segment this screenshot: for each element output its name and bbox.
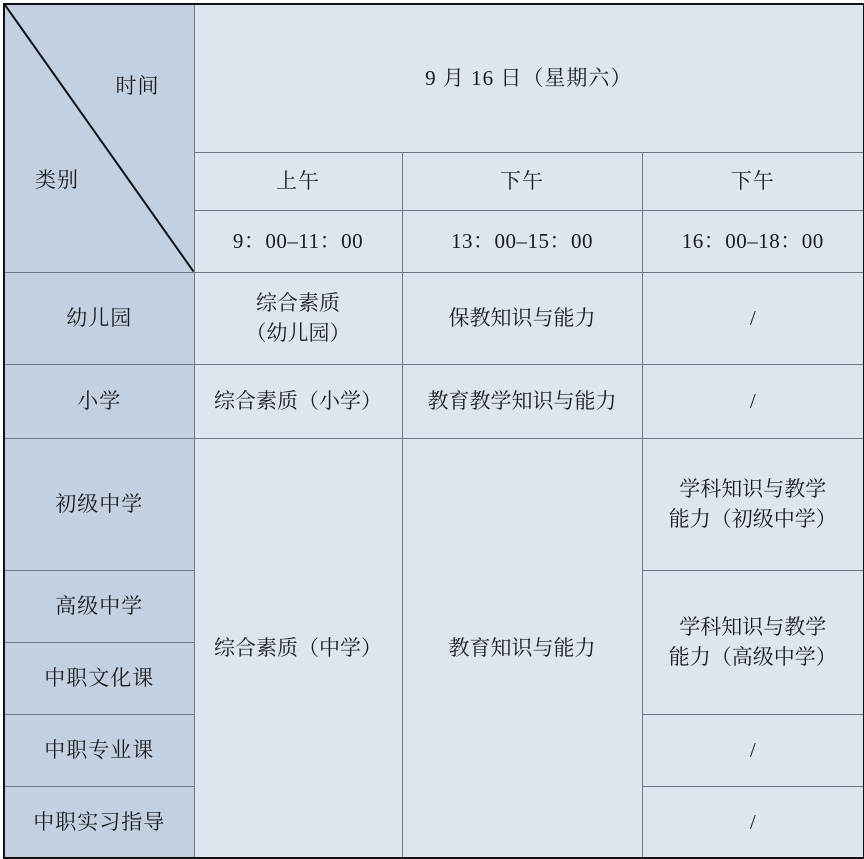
subject-line-1: 学科知识与教学 <box>679 476 827 501</box>
diagonal-divider-icon <box>5 5 194 272</box>
subject-senior-high-afternoon-2 <box>642 570 864 714</box>
table-row <box>4 364 864 438</box>
subject-secondary-afternoon-1: 教育知识与能力 <box>402 438 642 858</box>
exam-schedule-sheet <box>0 3 864 834</box>
period-time-afternoon-2: 16：00–18：00 <box>642 210 864 272</box>
corner-label-category: 类别 <box>35 168 79 193</box>
table-row <box>4 438 864 570</box>
subject-primary-afternoon-2: / <box>642 364 864 438</box>
category-vocational-culture: 中职文化课 <box>4 642 194 714</box>
date-header: 9 月 16 日（星期六） <box>194 4 864 152</box>
period-time-morning: 9：00–11：00 <box>194 210 402 272</box>
period-time-afternoon-1: 13：00–15：00 <box>402 210 642 272</box>
subject-line-1: 学科知识与教学 <box>679 614 827 639</box>
corner-label-time: 时间 <box>115 74 160 98</box>
subject-kindergarten-morning <box>194 272 402 364</box>
subject-primary-afternoon-1: 教育教学知识与能力 <box>402 364 642 438</box>
subject-vocational-major-afternoon-2: / <box>642 714 864 786</box>
period-name-morning: 上午 <box>194 152 402 210</box>
category-vocational-internship: 中职实习指导 <box>4 786 194 858</box>
corner-header-cell <box>4 4 194 272</box>
category-vocational-major: 中职专业课 <box>4 714 194 786</box>
subject-secondary-morning: 综合素质（中学） <box>194 438 402 858</box>
category-primary: 小学 <box>4 364 194 438</box>
subject-kindergarten-afternoon-1: 保教知识与能力 <box>402 272 642 364</box>
period-name-afternoon-1: 下午 <box>402 152 642 210</box>
subject-line-2: 能力（初级中学） <box>668 507 837 531</box>
subject-kindergarten-afternoon-2: / <box>642 272 864 364</box>
subject-line-2: （幼儿园） <box>245 321 351 345</box>
table-row-header-date <box>4 4 864 152</box>
category-senior-high: 高级中学 <box>4 570 194 642</box>
period-name-afternoon-2: 下午 <box>642 152 864 210</box>
exam-schedule-table <box>3 3 864 859</box>
table-row <box>4 272 864 364</box>
subject-vocational-internship-afternoon-2: / <box>642 786 864 858</box>
subject-primary-morning: 综合素质（小学） <box>194 364 402 438</box>
subject-line-2: 能力（高级中学） <box>668 645 837 669</box>
category-kindergarten: 幼儿园 <box>4 272 194 364</box>
category-junior-high: 初级中学 <box>4 438 194 570</box>
subject-junior-high-afternoon-2 <box>642 438 864 570</box>
subject-line-1: 综合素质 <box>256 290 340 315</box>
